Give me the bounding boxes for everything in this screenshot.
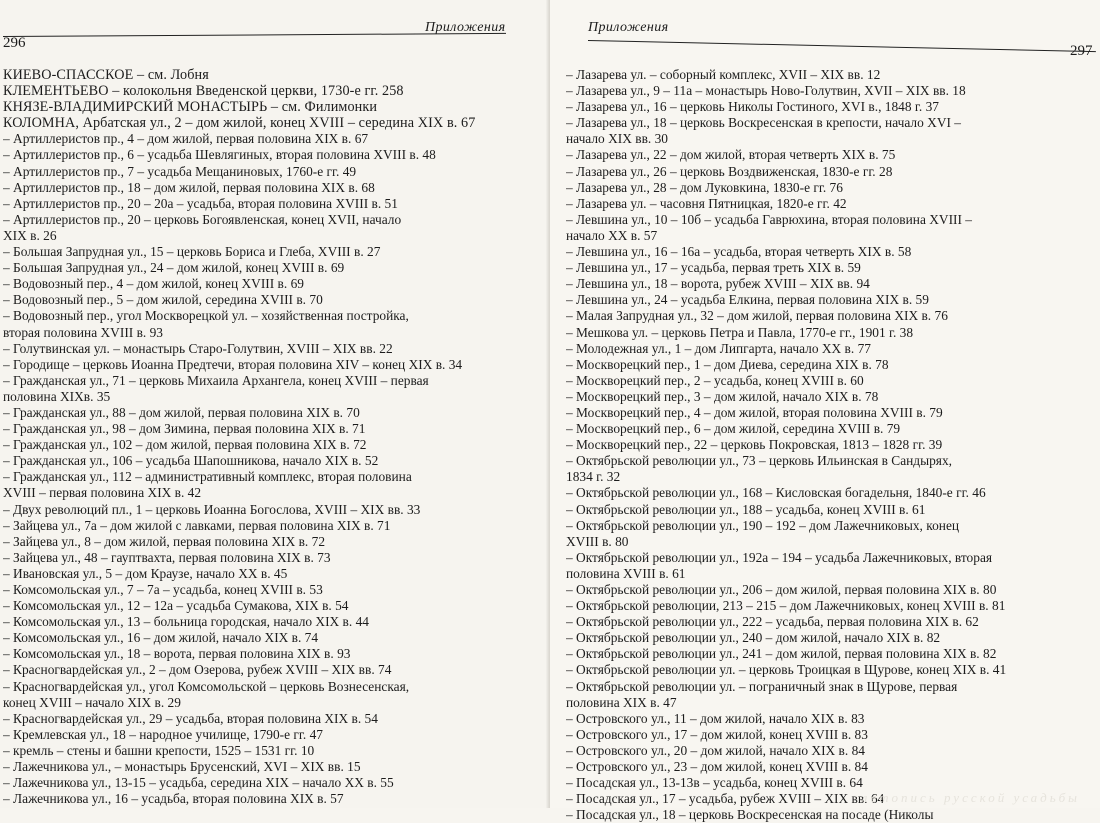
index-entry-line: – Посадская ул., 18 – церковь Воскресенская на посаде (Николы <box>566 807 934 823</box>
index-entry-line: – Посадская ул., 17 – усадьба, рубеж XVIII – XIX вв. 64 <box>566 791 885 807</box>
index-entry-line: – Островского ул., 20 – дом жилой, начало XIX в. 84 <box>566 742 865 758</box>
right-page <box>550 0 1100 823</box>
index-entry-line: – Большая Запрудная ул., 24 – дом жилой, конец XVIII в. 69 <box>3 260 345 276</box>
index-entry-line: – Левшина ул., 16 – 16а – усадьба, вторая четверть XIX в. 58 <box>566 244 912 260</box>
index-entry-line: – Красногвардейская ул., угол Комсомольской – церковь Вознесенская, <box>3 678 410 694</box>
index-entry-line: конец XVIII – начало XIX в. 29 <box>3 694 181 710</box>
index-entry-line: – Двух революций пл., 1 – церковь Иоанна Богослова, XVIII – XIX вв. 33 <box>3 501 421 517</box>
index-entry-line: начало XIX вв. 30 <box>566 131 668 147</box>
watermark-text: летопись русской усадьбы <box>861 790 1080 805</box>
index-entry-line: – Малая Запрудная ул., 32 – дом жилой, первая половина XIX в. 76 <box>566 308 948 324</box>
index-entry-line: – Октябрьской революции, 213 – 215 – дом Лажечниковых, конец XVIII в. 81 <box>566 598 1006 614</box>
index-entry-line: – Зайцева ул., 8 – дом жилой, первая половина XIX в. 72 <box>3 533 326 549</box>
index-entry-line: – Артиллеристов пр., 18 – дом жилой, первая половина XIX в. 68 <box>3 179 375 195</box>
index-entry-line: – Лазарева ул., 18 – церковь Воскресенская в крепости, начало XVI – <box>566 115 961 131</box>
index-entry-line: КИЕВО-СПАССКОЕ – см. Лобня <box>3 67 209 83</box>
index-entry-line: XIX в. 26 <box>3 227 57 243</box>
running-head-left: Приложения <box>425 20 506 35</box>
index-entry-line: – Островского ул., 17 – дом жилой, конец XVIII в. 83 <box>566 726 868 742</box>
index-entry-line: – Лазарева ул., 9 – 11а – монастырь Ново-Голутвин, XVII – XIX вв. 18 <box>566 83 966 99</box>
index-entry-line: половина XIX в. 47 <box>566 694 677 710</box>
index-entry-line: – Артиллеристов пр., 6 – усадьба Шевлягиных, вторая половина XVIII в. 48 <box>3 147 436 163</box>
index-entry-line: – Москворецкий пер., 6 – дом жилой, середина XVIII в. 79 <box>566 421 901 437</box>
index-entry-line: – Октябрьской революции ул., 222 – усадьба, первая половина XIX в. 62 <box>566 614 979 630</box>
index-entry-line: – Комсомольская ул., 7 – 7а – усадьба, конец XVIII в. 53 <box>3 582 323 597</box>
index-list-left <box>3 67 523 807</box>
index-entry-line: – Лажечникова ул., 13-15 – усадьба, середина XIX – начало XX в. 55 <box>3 775 394 791</box>
index-entry-line: – Лазарева ул., 28 – дом Луковкина, 1830-е гг. 76 <box>566 179 843 195</box>
index-entry-line: половина XIXв. 35 <box>3 388 111 404</box>
index-entry-line: – Водовозный пер., угол Москворецкой ул. – хозяйственная постройка, <box>3 308 409 324</box>
index-entry-line: вторая половина XVIII в. 93 <box>3 324 163 340</box>
index-entry-line: – Гражданская ул., 112 – административный комплекс, вторая половина <box>3 469 412 485</box>
index-entry-line: – Комсомольская ул., 13 – больница городская, начало XIX в. 44 <box>3 614 369 630</box>
index-entry-line: – Гражданская ул., 102 – дом жилой, первая половина XIX в. 72 <box>3 437 367 453</box>
index-entry-line: КОЛОМНА, Арбатская ул., 2 – дом жилой, конец XVIII – середина XIX в. 67 <box>3 115 476 132</box>
index-entry-line: – Левшина ул., 18 – ворота, рубеж XVIII – XIX вв. 94 <box>566 276 870 292</box>
index-entry-line: – Гражданская ул., 71 – церковь Михаила Архангела, конец XVIII – первая <box>3 372 429 388</box>
index-entry-line: – Мешкова ул. – церковь Петра и Павла, 1770-е гг., 1901 г. 38 <box>566 324 914 340</box>
index-entry-line: – Большая Запрудная ул., 15 – церковь Бориса и Глеба, XVIII в. 27 <box>3 244 381 260</box>
page-number-left: 296 <box>3 35 26 51</box>
index-entry-line: – Комсомольская ул., 12 – 12а – усадьба Сумакова, XIX в. 54 <box>3 598 349 614</box>
index-entry-line: – Москворецкий пер., 4 – дом жилой, вторая половина XVIII в. 79 <box>566 404 943 420</box>
index-entry-line: – Октябрьской революции ул., 73 – церковь Ильинская в Сандырях, <box>566 453 953 469</box>
index-entry-line: – Артиллеристов пр., 20 – 20а – усадьба, вторая половина XVIII в. 51 <box>3 195 398 211</box>
index-entry-line: – Зайцева ул., 7а – дом жилой с лавками, первая половина XIX в. 71 <box>3 517 391 533</box>
index-entry-line: – Комсомольская ул., 18 – ворота, первая половина XIX в. 93 <box>3 646 351 662</box>
index-entry-line: – Водовозный пер., 4 – дом жилой, конец XVIII в. 69 <box>3 276 304 292</box>
index-entry-line: – Кремлевская ул., 18 – народное училище, 1790-е гг. 47 <box>3 726 323 742</box>
index-entry-line: – Москворецкий пер., 22 – церковь Покровская, 1813 – 1828 гг. 39 <box>566 437 943 453</box>
index-entry-line: – Городище – церковь Иоанна Предтечи, вторая половина XIV – конец XIX в. 34 <box>3 356 463 372</box>
index-entry-line: – Лазарева ул. – часовня Пятницкая, 1820-е гг. 42 <box>566 195 847 211</box>
index-entry-line: – Артиллеристов пр., 4 – дом жилой, первая половина XIX в. 67 <box>3 131 369 147</box>
index-entry-line: – Октябрьской революции ул., 240 – дом жилой, начало XIX в. 82 <box>566 630 941 646</box>
index-entry-line: – Левшина ул., 24 – усадьба Елкина, первая половина XIX в. 59 <box>566 292 929 308</box>
index-entry-line: – Голутвинская ул. – монастырь Старо-Голутвин, XVIII – XIX вв. 22 <box>3 340 393 356</box>
index-entry-line: – Октябрьской революции ул., 188 – усадьба, конец XVIII в. 61 <box>566 501 926 517</box>
index-entry-line: начало XX в. 57 <box>566 227 658 243</box>
index-entry-line: – Лазарева ул., 22 – дом жилой, вторая четверть XIX в. 75 <box>566 147 896 163</box>
index-entry-line: – Левшина ул., 17 – усадьба, первая треть XIX в. 59 <box>566 260 861 276</box>
index-entry-line: – Гражданская ул., 88 – дом жилой, первая половина XIX в. 70 <box>3 404 360 420</box>
index-entry-line: половина XVIII в. 61 <box>566 565 686 581</box>
index-entry-line: – Красногвардейская ул., 2 – дом Озерова, рубеж XVIII – XIX вв. 74 <box>3 662 392 678</box>
index-list-right <box>566 67 1096 823</box>
index-entry-line: КЛЕМЕНТЬЕВО – колокольня Введенской церкви, 1730-е гг. 258 <box>3 83 404 100</box>
index-entry-line: – Красногвардейская ул., 29 – усадьба, вторая половина XIX в. 54 <box>3 710 378 726</box>
index-entry-line: – Октябрьской революции ул., 168 – Кисловская богадельня, 1840-е гг. 46 <box>566 485 986 501</box>
index-entry-line: – кремль – стены и башни крепости, 1525 – 1531 гг. 10 <box>3 742 315 758</box>
index-entry-line: – Октябрьской революции ул., 241 – дом жилой, первая половина XIX в. 82 <box>566 646 997 662</box>
index-entry-line: – Посадская ул., 13-13в – усадьба, конец XVIII в. 64 <box>566 775 863 791</box>
page-number-right: 297 <box>1070 43 1093 59</box>
index-entry-line: – Октябрьской революции ул., 192а – 194 – усадьба Лажечниковых, вторая <box>566 549 993 565</box>
index-entry-line: – Молодежная ул., 1 – дом Липгарта, начало XX в. 77 <box>566 340 871 356</box>
index-entry-line: – Москворецкий пер., 1 – дом Диева, середина XIX в. 78 <box>566 356 889 372</box>
index-entry-line: 1834 г. 32 <box>566 469 621 485</box>
index-entry-line: – Лажечникова ул., – монастырь Брусенский, XVI – XIX вв. 15 <box>3 759 361 775</box>
index-entry-line: – Ивановская ул., 5 – дом Краузе, начало XX в. 45 <box>3 565 288 581</box>
index-entry-line: – Москворецкий пер., 3 – дом жилой, начало XIX в. 78 <box>566 388 879 404</box>
index-entry-line: – Лазарева ул. – соборный комплекс, XVII – XIX вв. 12 <box>566 67 881 82</box>
index-entry-line: – Гражданская ул., 98 – дом Зимина, первая половина XIX в. 71 <box>3 421 366 437</box>
index-entry-line: – Октябрьской революции ул., 206 – дом жилой, первая половина XIX в. 80 <box>566 582 997 597</box>
index-entry-line: – Зайцева ул., 48 – гауптвахта, первая половина XIX в. 73 <box>3 549 331 565</box>
index-entry-line: – Лазарева ул., 26 – церковь Воздвиженская, 1830-е гг. 28 <box>566 163 893 179</box>
index-entry-line: КНЯЗЕ-ВЛАДИМИРСКИЙ МОНАСТЫРЬ – см. Филимонки <box>3 99 378 116</box>
index-entry-line: – Артиллеристов пр., 7 – усадьба Мещаниновых, 1760-е гг. 49 <box>3 163 357 179</box>
index-entry-line: XVIII – первая половина XIX в. 42 <box>3 485 202 501</box>
index-entry-line: – Гражданская ул., 106 – усадьба Шапошникова, начало XIX в. 52 <box>3 453 379 469</box>
index-entry-line: – Островского ул., 23 – дом жилой, конец XVIII в. 84 <box>566 759 868 775</box>
running-head-right: Приложения <box>588 20 669 35</box>
index-entry-line: – Левшина ул., 10 – 10б – усадьба Гаврюхина, вторая половина XVIII – <box>566 211 973 227</box>
left-page <box>0 0 550 808</box>
index-entry-line: – Октябрьской революции ул. – пограничный знак в Щурове, первая <box>566 678 958 694</box>
index-entry-line: – Октябрьской революции ул. – церковь Троицкая в Щурове, конец XIX в. 41 <box>566 662 1007 678</box>
index-entry-line: – Комсомольская ул., 16 – дом жилой, начало XIX в. 74 <box>3 630 319 646</box>
header-rule-right <box>588 40 1096 52</box>
index-entry-line: – Лазарева ул., 16 – церковь Николы Гостиного, XVI в., 1848 г. 37 <box>566 99 939 115</box>
index-entry-line: – Москворецкий пер., 2 – усадьба, конец XVIII в. 60 <box>566 372 864 388</box>
index-entry-line: – Лажечникова ул., 16 – усадьба, вторая половина XIX в. 57 <box>3 791 344 807</box>
index-entry-line: – Артиллеристов пр., 20 – церковь Богоявленская, конец XVII, начало <box>3 211 402 227</box>
index-entry-line: – Островского ул., 11 – дом жилой, начало XIX в. 83 <box>566 710 865 726</box>
index-entry-line: – Октябрьской революции ул., 190 – 192 – дом Лажечниковых, конец <box>566 517 960 533</box>
index-entry-line: – Водовозный пер., 5 – дом жилой, середина XVIII в. 70 <box>3 292 323 308</box>
index-entry-line: XVIII в. 80 <box>566 533 629 549</box>
